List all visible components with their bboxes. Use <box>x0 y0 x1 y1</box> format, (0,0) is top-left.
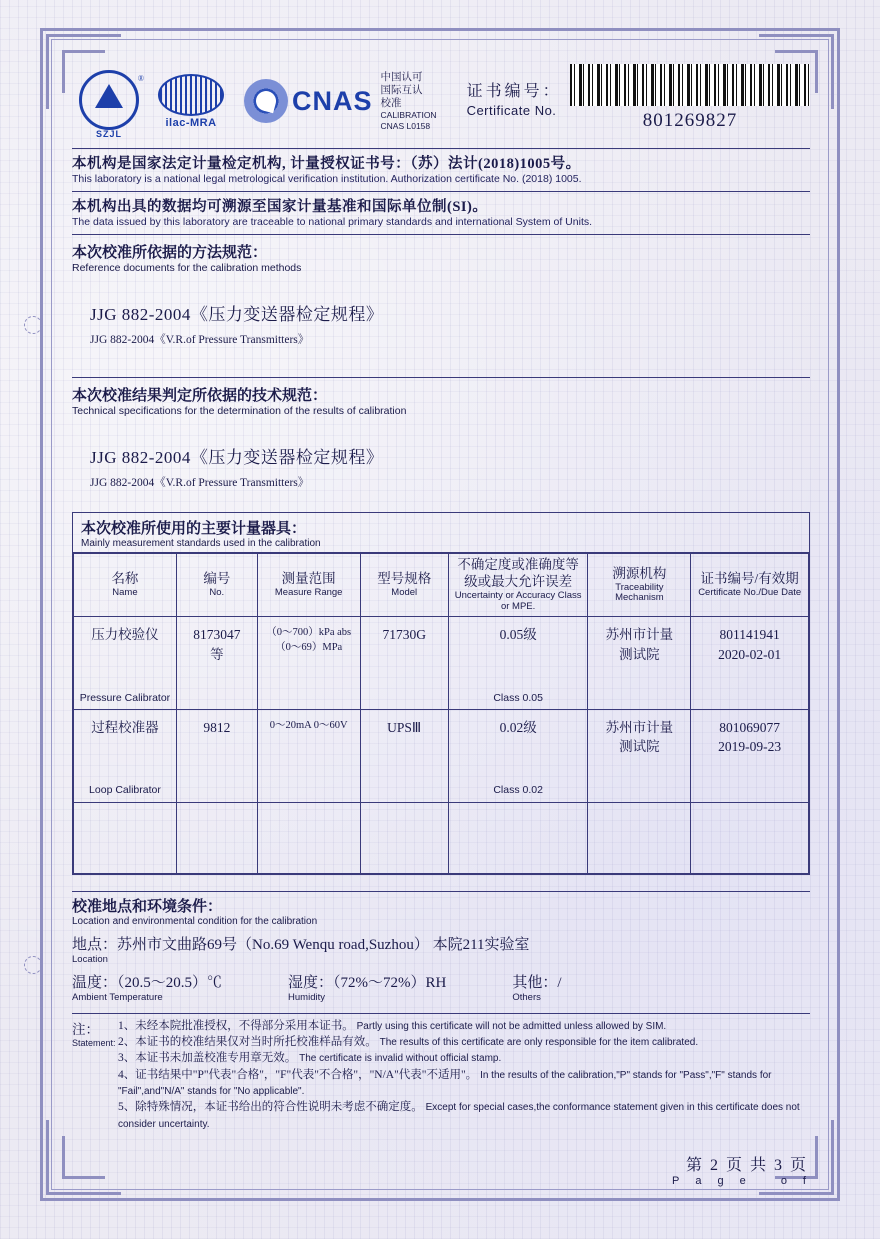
humidity-line <box>288 971 446 992</box>
statement-authorization-cn: 本机构是国家法定计量检定机构, 计量授权证书号：（苏）法计(2018)1005号。 <box>72 156 581 172</box>
column-header-range <box>257 554 360 617</box>
instrument-traceability-line2-2: 测试院 <box>619 739 660 755</box>
corner-inner-bottom-left <box>62 1136 105 1179</box>
standards-table-block <box>72 512 810 875</box>
reference-doc-cn: JJG 882-2004《压力变送器检定规程》 <box>90 305 384 324</box>
humidity-block <box>288 971 446 1003</box>
cell-uncertainty-2 <box>448 709 588 802</box>
location-line <box>72 933 810 954</box>
instrument-accuracy-cn-2: 0.02级 <box>499 719 537 735</box>
cell-certificate-1 <box>691 617 809 710</box>
humidity-label-en: Humidity <box>288 991 325 1003</box>
location-label-cn: 地点： <box>72 936 118 953</box>
column-header-no <box>176 554 257 617</box>
instrument-name-cn-2: 过程校准器 <box>91 719 159 735</box>
page-number-cn: 第 2 页 共 3 页 <box>686 1157 809 1174</box>
note-3-en: The certificate is invalid without official stamp. <box>299 1053 502 1065</box>
ilac-mra-logo <box>152 74 230 129</box>
notes-label-cn: 注： <box>72 1021 99 1037</box>
statement-authorization <box>72 149 810 187</box>
standards-table-title <box>73 513 809 553</box>
punch-mark-upper <box>24 316 42 334</box>
column-header-range-en: Measure Range <box>274 586 343 598</box>
column-header-name-en: Name <box>112 586 138 598</box>
cell-empty-name <box>74 802 177 873</box>
divider-2 <box>72 234 810 235</box>
note-2-cn: 2、本证书的校准结果仅对当时所托校准样品有效。 <box>118 1035 377 1048</box>
location-section-title <box>72 895 810 927</box>
instrument-due-date-2: 2019-09-23 <box>718 739 782 755</box>
instrument-model-1: 71730G <box>382 627 426 642</box>
statement-traceability-en: The data issued by this laboratory are traceable to national primary standards and international System of Units. <box>72 216 593 228</box>
temperature-label-en: Ambient Temperature <box>72 991 163 1003</box>
column-header-range-cn: 测量范围 <box>281 571 336 587</box>
others-value: / <box>557 974 562 991</box>
note-5-en: Except for special cases,the conformance statement given in this certificate does not consider uncertainty. <box>118 1102 800 1130</box>
barcode-icon <box>570 64 810 106</box>
temperature-line <box>72 971 222 992</box>
cell-empty-range <box>257 802 360 873</box>
cell-empty-uncertainty <box>448 802 588 873</box>
reference-title-en: Reference documents for the calibration methods <box>72 262 302 274</box>
statement-authorization-en: This laboratory is a national legal metrological verification institution. Authorization certificate No. (2018) 1005. <box>72 173 582 185</box>
punch-mark-lower <box>24 956 42 974</box>
standards-table <box>73 553 809 874</box>
page-footer <box>672 1152 822 1187</box>
cnas-en-line-1: CALIBRATION <box>380 110 437 121</box>
others-block <box>512 971 561 1003</box>
environment-row <box>72 971 810 1003</box>
instrument-traceability-line1-2: 苏州市计量 <box>605 719 674 735</box>
note-item <box>118 1099 810 1132</box>
technical-doc-en: JJG 882-2004《V.R.of Pressure Transmitters》 <box>90 477 310 489</box>
cell-range-1 <box>257 617 360 710</box>
technical-doc-cn: JJG 882-2004《压力变送器检定规程》 <box>90 448 384 467</box>
registered-mark-icon: ® <box>137 74 144 83</box>
note-2-en: The results of this certificate are only responsible for the item calibrated. <box>379 1036 699 1048</box>
page-of-en: of <box>780 1175 822 1187</box>
cell-empty-model <box>360 802 448 873</box>
instrument-traceability-line2-1: 测试院 <box>619 646 660 662</box>
instrument-no-1: 8173047 <box>193 627 241 642</box>
page-label-en: Page <box>672 1175 762 1187</box>
technical-title-en: Technical specifications for the determination of the results of calibration <box>72 405 407 417</box>
certificate-header <box>72 58 810 144</box>
reference-doc-en: JJG 882-2004《V.R.of Pressure Transmitters》 <box>90 334 310 346</box>
instrument-due-date-1: 2020-02-01 <box>718 646 782 662</box>
cnas-cn-line-1: 中国认可 <box>380 71 423 83</box>
cell-model-1 <box>360 617 448 710</box>
note-4-cn: 4、证书结果中"P"代表"合格"，"F"代表"不合格"，"N/A"代表"不适用"。 <box>118 1068 478 1081</box>
instrument-range-line1-1: （0～700）kPa abs <box>266 627 352 638</box>
instrument-accuracy-en-2: Class 0.02 <box>493 784 543 797</box>
certificate-number-label <box>467 82 562 120</box>
instrument-name-cn-1: 压力校验仪 <box>91 627 159 642</box>
statement-traceability-cn: 本机构出具的数据均可溯源至国家计量基准和国际单位制(SI)。 <box>72 199 488 215</box>
statement-traceability <box>72 192 810 230</box>
cell-name-1 <box>74 617 177 710</box>
note-1-en: Partly using this certificate will not be admitted unless allowed by SIM. <box>356 1020 667 1032</box>
instrument-no-2: 9812 <box>203 719 231 735</box>
standards-title-en: Mainly measurement standards used in the calibration <box>81 538 321 549</box>
temperature-block <box>72 971 222 1003</box>
column-header-traceability-cn: 溯源机构 <box>612 565 667 581</box>
note-item <box>118 1018 810 1034</box>
cnas-accreditation-text <box>381 71 437 132</box>
instrument-model-2: UPSⅢ <box>387 719 422 735</box>
barcode-area <box>570 64 810 132</box>
notes-label-en: Statement: <box>72 1037 116 1048</box>
note-5-cn: 5、除特殊情况，本证书给出的符合性说明未考虑不确定度。 <box>118 1101 423 1114</box>
column-header-certificate <box>691 554 809 617</box>
cell-empty-certificate <box>691 802 809 873</box>
cell-uncertainty-1 <box>448 617 588 710</box>
cell-no-2 <box>176 709 257 802</box>
certificate-label-cn: 证书编号： <box>466 83 562 101</box>
cnas-cn-line-2: 国际互认 <box>380 84 423 96</box>
certificate-content <box>72 58 810 1132</box>
column-header-name <box>74 554 177 617</box>
location-title-cn: 校准地点和环境条件： <box>72 898 223 915</box>
cnas-logo-text: CNAS <box>292 85 373 116</box>
notes-label <box>72 1018 118 1132</box>
column-header-uncertainty-cn: 不确定度或准确度等级或最大允许误差 <box>457 557 579 590</box>
szjl-logo <box>72 70 146 139</box>
technical-title-cn: 本次校准结果判定所依据的技术规范： <box>72 388 328 404</box>
cnas-en-line-2: CNAS L0158 <box>380 120 431 131</box>
instrument-range-line1-2: 0～20mA 0～60V <box>269 719 348 731</box>
table-row-empty <box>74 802 809 873</box>
technical-document <box>90 443 810 490</box>
cnas-logo <box>244 71 437 132</box>
column-header-no-cn: 编号 <box>203 571 231 587</box>
note-1-cn: 1、未经本院批准授权，不得部分采用本证书。 <box>118 1019 354 1032</box>
others-label-cn: 其他： <box>512 974 558 991</box>
ilac-mra-logo-text: ilac-MRA <box>165 116 217 129</box>
cell-certificate-2 <box>691 709 809 802</box>
page-number-en <box>672 1175 822 1187</box>
certificate-label-en: Certificate No. <box>466 102 557 118</box>
note-4-en: In the results of the calibration,"P" stands for "Pass","F" stands for "Fail",and"N/A" stands for "No applicable". <box>118 1069 772 1097</box>
humidity-value: （72%～72%）RH <box>333 974 447 991</box>
divider-3 <box>72 377 810 378</box>
cell-range-2 <box>257 709 360 802</box>
cell-name-2 <box>74 709 177 802</box>
location-value: 苏州市文曲路69号（No.69 Wenqu road,Suzhou） 本院211实验室 <box>117 936 530 953</box>
instrument-no-extra-1: 等 <box>210 646 224 662</box>
instrument-range-line2-1: （0～69）MPa <box>275 642 343 654</box>
technical-section-title <box>72 384 810 417</box>
humidity-label-cn: 湿度： <box>288 974 334 991</box>
instrument-name-en-1: Pressure Calibrator <box>79 691 171 704</box>
note-item <box>118 1067 810 1100</box>
column-header-traceability <box>588 554 691 617</box>
instrument-cert-no-2: 801069077 <box>719 719 781 735</box>
column-header-uncertainty <box>448 554 588 617</box>
notes-body <box>118 1018 810 1132</box>
instrument-accuracy-cn-1: 0.05级 <box>499 627 537 642</box>
column-header-model-en: Model <box>391 586 418 598</box>
instrument-cert-no-1: 801141941 <box>719 627 780 642</box>
cell-empty-traceability <box>588 802 691 873</box>
szjl-logo-text: SZJL <box>95 129 122 139</box>
others-label-en: Others <box>512 991 541 1003</box>
note-item <box>118 1050 810 1066</box>
cell-model-2 <box>360 709 448 802</box>
certificate-number-value: 801269827 <box>642 110 738 131</box>
notes-section <box>72 1013 810 1132</box>
instrument-name-en-2: Loop Calibrator <box>89 784 161 797</box>
reference-document <box>90 300 810 347</box>
column-header-certificate-en: Certificate No./Due Date <box>698 586 802 598</box>
instrument-traceability-line1-1: 苏州市计量 <box>605 627 674 642</box>
location-label-en: Location <box>72 953 108 965</box>
ilac-ring-icon <box>158 74 224 116</box>
reference-section-title <box>72 241 810 274</box>
column-header-model <box>360 554 448 617</box>
column-header-certificate-cn: 证书编号/有效期 <box>700 571 799 587</box>
table-header-row <box>74 554 809 617</box>
column-header-name-cn: 名称 <box>111 571 139 587</box>
temperature-label-cn: 温度： <box>72 974 118 991</box>
note-item <box>118 1034 810 1050</box>
others-line <box>512 971 561 992</box>
location-section <box>72 891 810 1003</box>
cell-no-1 <box>176 617 257 710</box>
cell-traceability-1 <box>588 617 691 710</box>
note-3-cn: 3、本证书未加盖校准专用章无效。 <box>118 1052 297 1065</box>
temperature-value: （20.5～20.5）℃ <box>117 974 223 991</box>
column-header-no-en: No. <box>209 586 225 598</box>
location-row <box>72 933 810 965</box>
instrument-accuracy-en-1: Class 0.05 <box>493 691 543 704</box>
cell-traceability-2 <box>588 709 691 802</box>
column-header-traceability-en: Traceability Mechanism <box>615 581 664 604</box>
standards-title-cn: 本次校准所使用的主要计量器具： <box>81 521 307 537</box>
column-header-model-cn: 型号规格 <box>377 571 432 587</box>
cnas-emblem-icon <box>244 79 288 123</box>
cell-empty-no <box>176 802 257 873</box>
reference-title-cn: 本次校准所依据的方法规范： <box>72 245 268 261</box>
location-title-en: Location and environmental condition for the calibration <box>72 915 318 927</box>
cnas-cn-line-3: 校准 <box>380 97 402 109</box>
column-header-uncertainty-en: Uncertainty or Accuracy Class or MPE. <box>454 589 582 612</box>
